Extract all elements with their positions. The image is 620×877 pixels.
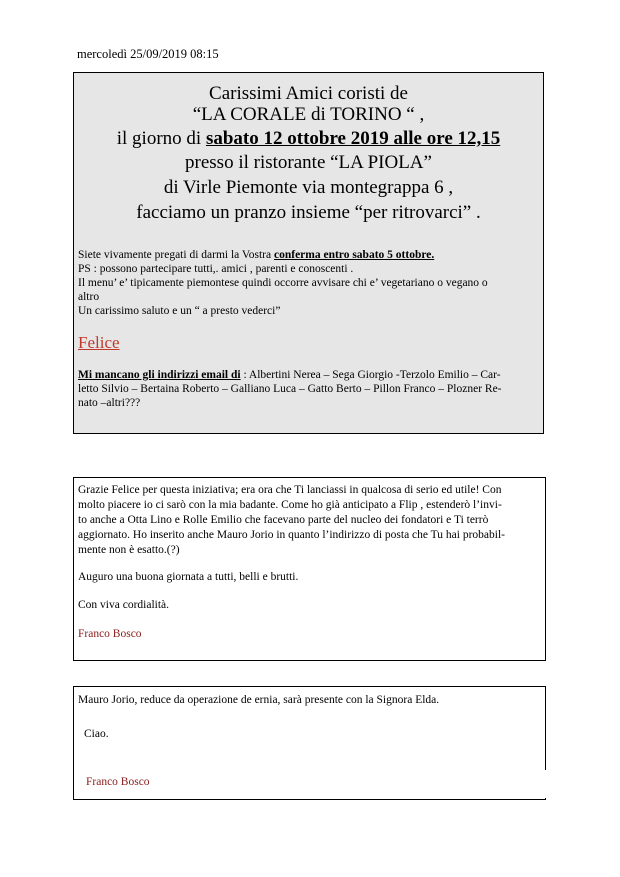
reply-box-1 (73, 477, 546, 661)
confirm-line (78, 248, 434, 262)
date-bold: sabato 12 ottobre 2019 alle ore 12,15 (205, 128, 501, 149)
invitation-box (73, 72, 544, 434)
headline-line: presso il ristorante “LA PIOLA” (185, 152, 432, 173)
body-line: Un carissimo saluto e un “ a presto vederci” (78, 305, 281, 317)
border-gap (543, 770, 549, 798)
signature-felice: Felice (78, 333, 120, 352)
missing-line: nato –altri??? (78, 397, 141, 409)
reply-box-2 (73, 686, 546, 800)
reply-signature: Franco Bosco (78, 628, 142, 640)
confirm-bold: conferma entro sabato 5 ottobre. (273, 249, 435, 261)
missing-line (78, 368, 501, 382)
headline-line: facciamo un pranzo insieme “per ritrovarci” . (136, 202, 481, 223)
reply2-line: Mauro Jorio, reduce da operazione de ernia, sarà presente con la Signora Elda. (78, 694, 440, 706)
missing-text: : Albertini Nerea – Sega Giorgio -Terzolo Emilio – Car- (240, 369, 501, 381)
headline-date-line (74, 128, 543, 149)
reply-line: Grazie Felice per questa iniziativa; era ora che Ti lanciassi in qualcosa di serio ed utile! Con (78, 484, 502, 496)
confirm-prefix: Siete vivamente pregati di darmi la Vostra (78, 249, 274, 261)
body-line: Il menu’ e’ tipicamente piemontese quindi occorre avvisare chi e’ vegetariano o vegano o (78, 277, 488, 289)
reply-greeting: Auguro una buona giornata a tutti, belli e brutti. (78, 571, 299, 583)
reply-closing: Con viva cordialità. (78, 599, 170, 611)
headline-line: Carissimi Amici coristi de (209, 83, 408, 104)
reply-line: molto piacere io ci sarò con la mia badante. Come ho già anticipato a Flip , estenderò l’invi- (78, 499, 502, 511)
body-line: altro (78, 291, 100, 303)
date-prefix: il giorno di (116, 128, 206, 149)
body-line: PS : possono partecipare tutti,. amici , parenti e conoscenti . (78, 263, 354, 275)
headline-line: di Virle Piemonte via montegrappa 6 , (163, 177, 454, 198)
date-line: mercoledì 25/09/2019 08:15 (77, 47, 219, 61)
missing-line: letto Silvio – Bertaina Roberto – Galliano Luca – Gatto Berto – Pillon Franco – Plozner Re- (78, 383, 502, 395)
reply2-signature: Franco Bosco (86, 776, 150, 788)
reply-line: mente non è esatto.(?) (78, 544, 180, 556)
headline-line: “LA CORALE di TORINO “ , (192, 104, 425, 125)
reply-line: to anche a Otta Lino e Rolle Emilio che facevano parte del nucleo dei fondatori e Ti terrò (78, 514, 489, 526)
reply-line: aggiornato. Ho inserito anche Mauro Jorio in quanto l’indirizzo di posta che Tu hai probabil- (78, 529, 506, 541)
reply2-closing: Ciao. (84, 728, 109, 740)
missing-label: Mi mancano gli indirizzi email di (78, 369, 241, 381)
